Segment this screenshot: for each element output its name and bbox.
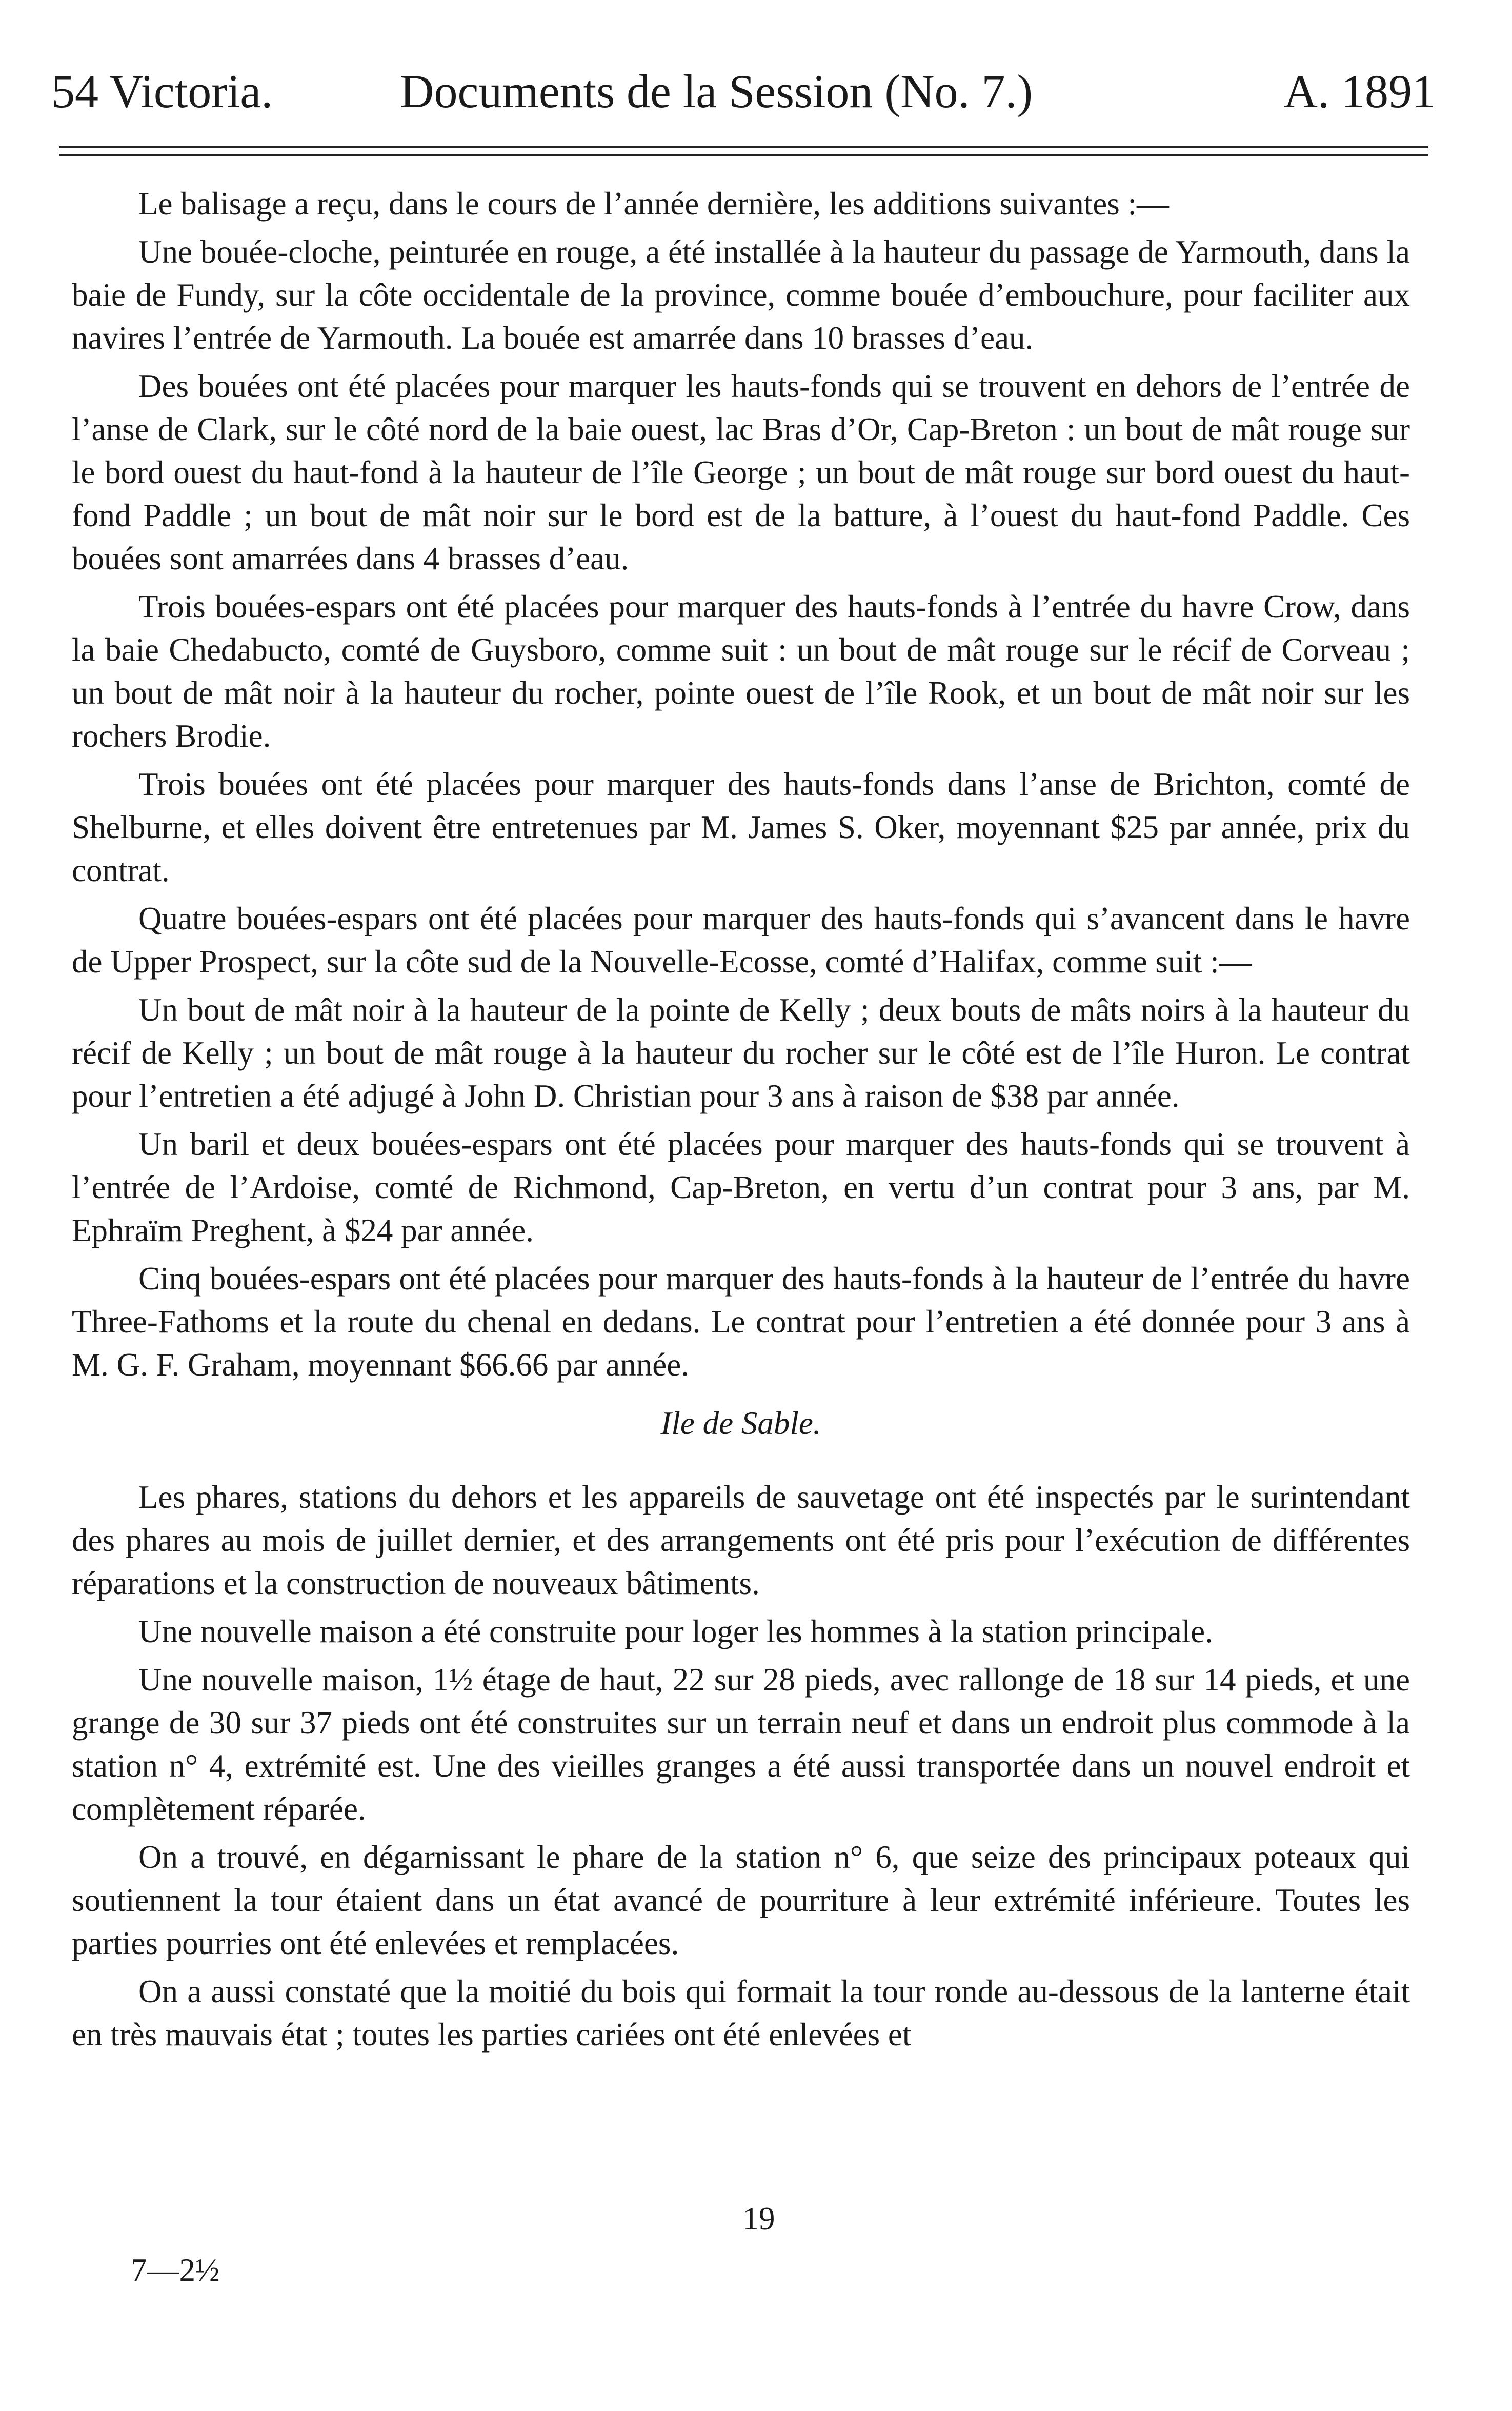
paragraph: Un bout de mât noir à la hauteur de la pointe de Kelly ; deux bouts de mâts noirs à la hauteur du récif de Kelly ; un bout de mât rouge à la hauteur du rocher sur le côté est de l’île Huron. Le contrat pour l’entretien a été adjugé à John D. Christian pour 3 ans à raison de $38 par année. [72, 992, 1410, 1114]
paragraph: Une nouvelle maison, 1½ étage de haut, 22 sur 28 pieds, avec rallonge de 18 sur 14 pieds, et une grange de 30 sur 37 pieds ont été construites sur un terrain neuf et dans un endroit plus commode à la station n° 4, extrémité est. Une des vieilles granges a été aussi transportée dans un nouvel endroit et complètement réparée. [72, 1662, 1410, 1827]
section-heading: Ile de Sable. [660, 1405, 821, 1441]
header-center: Documents de la Session (No. 7.) [400, 65, 1033, 117]
paragraph: On a aussi constaté que la moitié du bois qui formait la tour ronde au-dessous de la lanterne était en très mauvais état ; toutes les parties cariées ont été enlevées et [72, 1974, 1410, 2053]
signature-mark: 7—2½ [131, 2252, 220, 2288]
page-body [72, 182, 1410, 2061]
paragraph: Le balisage a reçu, dans le cours de l’année dernière, les additions suivantes :— [138, 186, 1170, 222]
paragraph: Des bouées ont été placées pour marquer les hauts-fonds qui se trouvent en dehors de l’entrée de l’anse de Clark, sur le côté nord de la baie ouest, lac Bras d’Or, Cap-Breton : un bout de mât rouge sur le bord ouest du haut-fond à la hauteur de l’île George ; un bout de mât rouge sur bord ouest du haut-fond Paddle ; un bout de mât noir sur le bord est de la batture, à l’ouest du haut-fond Paddle. Ces bouées sont amarrées dans 4 brasses d’eau. [72, 368, 1410, 576]
paragraph: Une nouvelle maison a été construite pour loger les hommes à la station principale. [138, 1613, 1213, 1649]
running-header [51, 61, 1436, 122]
page-number: 19 [742, 2201, 775, 2237]
paragraph: Cinq bouées-espars ont été placées pour marquer des hauts-fonds à la hauteur de l’entrée du havre Three-Fathoms et la route du chenal en dedans. Le contrat pour l’entretien a été donnée pour 3 ans à M. G. F. Graham, moyennant $66.66 par année. [72, 1261, 1410, 1383]
paragraph: Un baril et deux bouées-espars ont été placées pour marquer des hauts-fonds qui se trouvent à l’entrée de l’Ardoise, comté de Richmond, Cap-Breton, en vertu d’un contrat pour 3 ans, par M. Ephraïm Preghent, à $24 par année. [72, 1126, 1410, 1248]
header-rule-bottom [59, 154, 1428, 156]
paragraph: Trois bouées-espars ont été placées pour marquer des hauts-fonds à l’entrée du havre Crow, dans la baie Chedabucto, comté de Guysboro, comme suit : un bout de mât rouge sur le récif de Corveau ; un bout de mât noir à la hauteur du rocher, pointe ouest de l’île Rook, et un bout de mât noir sur les rochers Brodie. [72, 589, 1410, 754]
paragraph: Une bouée-cloche, peinturée en rouge, a été installée à la hauteur du passage de Yarmouth, dans la baie de Fundy, sur la côte occidentale de la province, comme bouée d’embouchure, pour faciliter aux navires l’entrée de Yarmouth. La bouée est amarrée dans 10 brasses d’eau. [72, 234, 1410, 356]
header-right: A. 1891 [1283, 65, 1436, 117]
paragraph: Trois bouées ont été placées pour marquer des hauts-fonds dans l’anse de Brichton, comté de Shelburne, et elles doivent être entretenues par M. James S. Oker, moyennant $25 par année, prix du contrat. [72, 766, 1410, 888]
header-left: 54 Victoria. [51, 65, 273, 117]
header-rule-top [59, 146, 1428, 148]
paragraph: Les phares, stations du dehors et les appareils de sauvetage ont été inspectés par le surintendant des phares au mois de juillet dernier, et des arrangements ont été pris pour l’exécution de différentes réparations et la construction de nouveaux bâtiments. [72, 1479, 1410, 1601]
paragraph: Quatre bouées-espars ont été placées pour marquer des hauts-fonds qui s’avancent dans le havre de Upper Prospect, sur la côte sud de la Nouvelle-Ecosse, comté d’Halifax, comme suit :— [72, 901, 1410, 980]
paragraph: On a trouvé, en dégarnissant le phare de la station n° 6, que seize des principaux poteaux qui soutiennent la tour étaient dans un état avancé de pourriture à leur extrémité inférieure. Toutes les parties pourries ont été enlevées et remplacées. [72, 1839, 1410, 1961]
